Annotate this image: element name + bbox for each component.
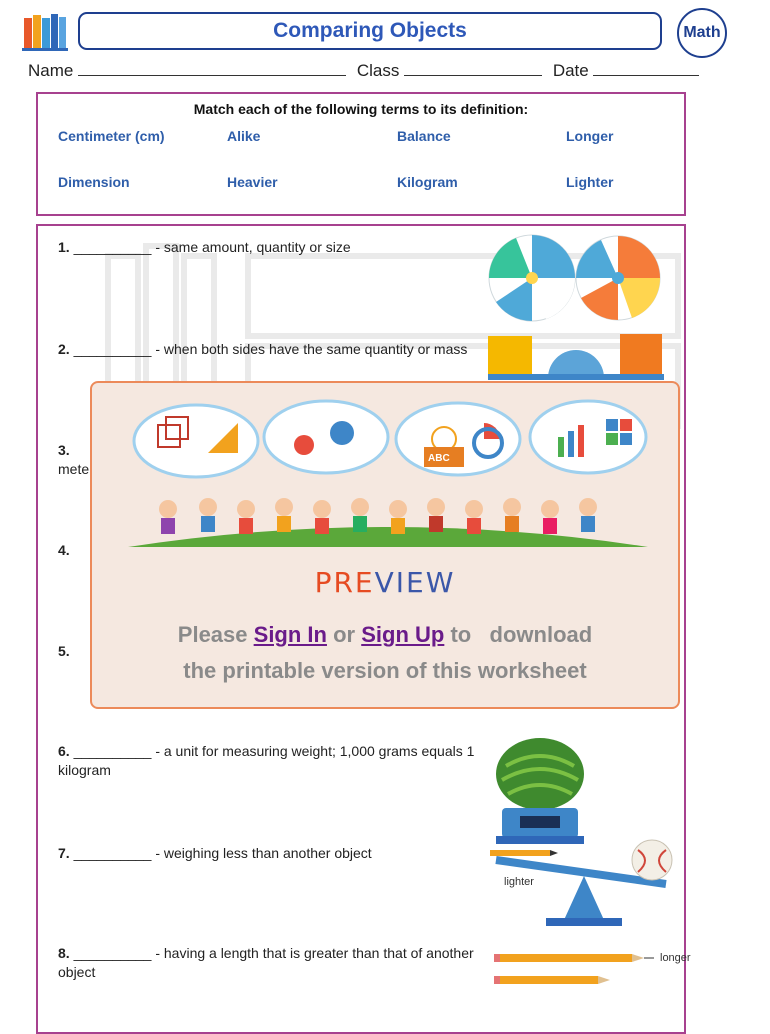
term-item: Lighter bbox=[566, 174, 614, 190]
preview-overlay bbox=[90, 381, 680, 709]
preview-title-part1: PRE bbox=[314, 566, 375, 599]
name-blank[interactable] bbox=[78, 60, 346, 76]
sign-in-link[interactable]: Sign In bbox=[253, 622, 327, 647]
preview-please: Please bbox=[177, 622, 248, 647]
preview-download: to download bbox=[450, 622, 593, 647]
question-text: __________ - same amount, quantity or size bbox=[73, 239, 351, 255]
question-text: __________ - when both sides have the same quantity or mass bbox=[73, 341, 468, 357]
name-label: Name bbox=[28, 61, 74, 80]
terms-instruction: Match each of the following terms to its definition: bbox=[193, 101, 529, 117]
lighter-label: lighter bbox=[504, 876, 534, 888]
pencils-illustration bbox=[494, 950, 654, 990]
term-item: Heavier bbox=[227, 174, 278, 190]
term-item: Centimeter (cm) bbox=[58, 128, 165, 144]
student-info-row bbox=[28, 60, 718, 84]
question-number: 5. bbox=[58, 643, 70, 659]
question-text: __________ - having a length that is greater than that of another object bbox=[58, 945, 474, 980]
question-text: __________ - weighing less than another object bbox=[73, 845, 372, 861]
question-7 bbox=[58, 844, 478, 863]
question-text: mete bbox=[58, 461, 90, 477]
date-label: Date bbox=[552, 61, 589, 80]
beach-balls-illustration bbox=[486, 232, 666, 324]
date-blank[interactable] bbox=[593, 60, 699, 76]
question-2 bbox=[58, 340, 478, 359]
question-number: 8. bbox=[58, 945, 70, 961]
subject-badge: Math bbox=[677, 8, 727, 58]
preview-message bbox=[92, 617, 678, 689]
question-number: 4. bbox=[58, 542, 70, 558]
books-logo-icon bbox=[22, 12, 68, 52]
preview-or: or bbox=[333, 622, 356, 647]
balance-scale-illustration bbox=[488, 330, 664, 380]
term-item: Balance bbox=[397, 128, 451, 144]
preview-title bbox=[92, 566, 678, 599]
question-text: __________ - a unit for measuring weight; 1,000 grams equals 1 kilogram bbox=[58, 743, 475, 778]
terms-box bbox=[36, 92, 686, 216]
class-label: Class bbox=[356, 61, 400, 80]
class-blank[interactable] bbox=[404, 60, 542, 76]
watermelon-scale-illustration bbox=[490, 736, 590, 848]
term-item: Kilogram bbox=[397, 174, 458, 190]
kids-learning-banner-illustration bbox=[128, 397, 648, 547]
abc-label: ABC bbox=[428, 453, 450, 464]
question-number: 3. bbox=[58, 442, 70, 458]
question-number: 1. bbox=[58, 239, 70, 255]
question-number: 2. bbox=[58, 341, 70, 357]
sign-up-link[interactable]: Sign Up bbox=[361, 622, 445, 647]
preview-line2: the printable version of this worksheet bbox=[183, 658, 587, 683]
question-6 bbox=[58, 742, 478, 780]
preview-title-part2: VIEW bbox=[374, 566, 456, 599]
term-item: Alike bbox=[227, 128, 261, 144]
term-item: Longer bbox=[566, 128, 614, 144]
question-number: 6. bbox=[58, 743, 70, 759]
longer-label: longer bbox=[660, 952, 691, 964]
question-8 bbox=[58, 944, 478, 982]
question-1 bbox=[58, 238, 478, 257]
question-number: 7. bbox=[58, 845, 70, 861]
term-item: Dimension bbox=[58, 174, 130, 190]
worksheet-title: Comparing Objects bbox=[78, 12, 662, 50]
